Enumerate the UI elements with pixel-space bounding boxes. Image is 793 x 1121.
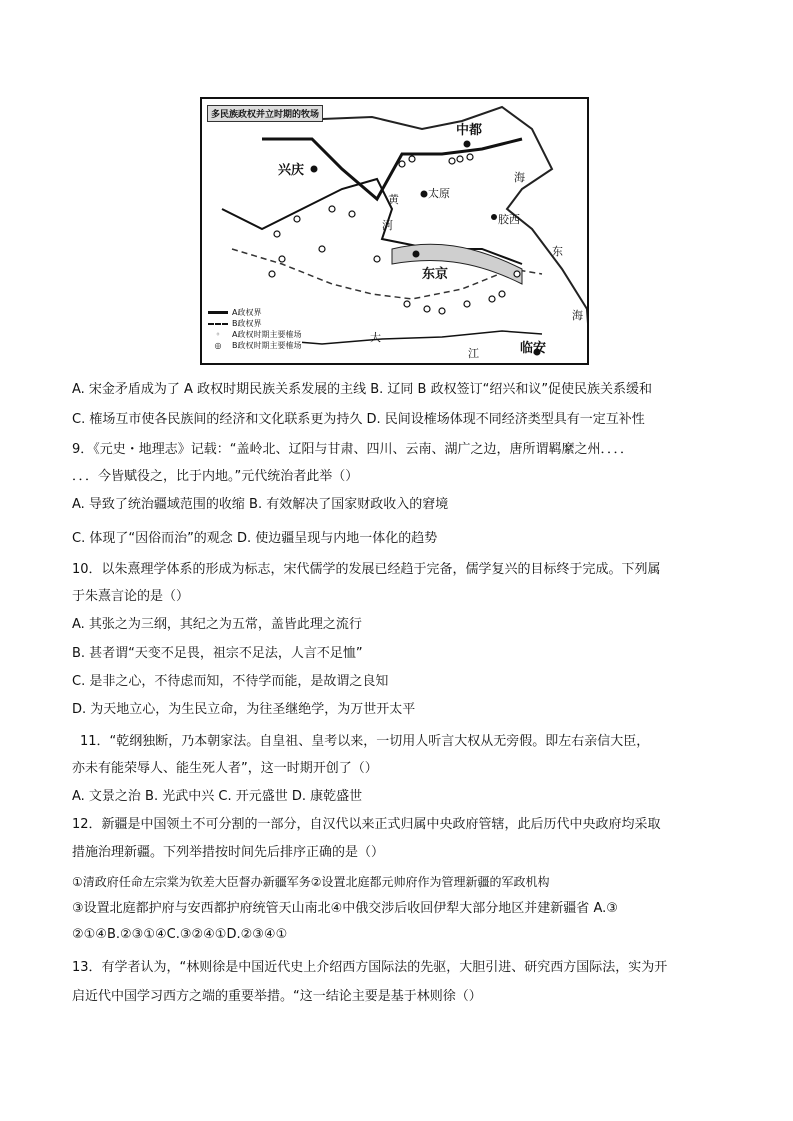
q10-stem-2: 于朱熹言论的是（） [72, 589, 190, 604]
q12-options: ②①④B.②③①④C.③②④①D.②③④① [72, 927, 288, 942]
label-taiyuan: 太原 [428, 187, 450, 200]
legend-b-border-label: B政权界 [232, 319, 262, 328]
label-xingqing: 兴庆 [278, 163, 305, 178]
q12-items-1: ①清政府任命左宗棠为钦差大臣督办新疆军务②设置北庭都元帅府作为管理新疆的军政机构 [72, 875, 550, 889]
label-jiaoxi: 胶西 [498, 213, 520, 226]
q12-stem-2: 措施治理新疆。下列举措按时间先后排序正确的是（） [72, 845, 385, 860]
label-zhongdu: 中都 [456, 123, 483, 138]
coastline [322, 107, 589, 365]
q13-stem-1: 13．有学者认为，“林则徐是中国近代史上介绍西方国际法的先驱，大胆引进、研究西方国际法，实为开 [72, 960, 668, 975]
field-markers [269, 154, 520, 314]
q11-stem-1: 11．“乾纲独断，乃本朝家法。自皇祖、皇考以来，一切用人听言大权从无旁假。即左右亲信大臣， [80, 734, 650, 749]
legend-b-border [208, 318, 302, 329]
q10-option-c: C. 是非之心，不待虑而知，不待学而能，是故谓之良知 [72, 674, 389, 689]
yangtze-line [262, 331, 542, 344]
q10-option-a: A. 其张之为三纲，其纪之为五常，盖皆此理之流行 [72, 617, 362, 632]
label-jiang: 江 [468, 347, 479, 360]
river-band [392, 244, 522, 284]
historical-map-figure [200, 97, 589, 365]
q9-option-ab: A. 导致了统治疆域范围的收缩 B. 有效解决了国家财政收入的窘境 [72, 497, 449, 512]
map-legend [208, 307, 302, 351]
legend-a-field: ◦ A政权时期主要榷场 [215, 330, 302, 339]
q9-stem-2: ．．．今皆赋役之，比于内地。”元代统治者此举（） [72, 469, 359, 484]
q9-option-cd: C. 体现了“因俗而治”的观念 D. 使边疆呈现与内地一体化的趋势 [72, 531, 438, 546]
legend-a-border [208, 307, 302, 318]
map-title: 多民族政权并立时期的牧场 [207, 105, 323, 122]
q10-stem-1: 10．以朱熹理学体系的形成为标志，宋代儒学的发展已经趋于完备，儒学复兴的目标终于完成。下列属 [72, 562, 661, 577]
q12-items-2: ③设置北庭都护府与安西都护府统管天山南北④中俄交涉后收回伊犁大部分地区并建新疆省 A.③ [72, 901, 618, 916]
q8-option-cd: C. 榷场互市使各民族间的经济和文化联系更为持久 D. 民间设榷场体现不同经济类型具有一定互补性 [72, 412, 645, 427]
label-linan: 临安 [520, 341, 547, 356]
label-da: 大 [370, 331, 381, 344]
q8-option-ab: A. 宋金矛盾成为了 A 政权时期民族关系发展的主线 B. 辽同 B 政权签订“绍兴和议”促使民族关系缓和 [72, 382, 653, 397]
legend-b-field: ◎ B政权时期主要榷场 [214, 341, 302, 350]
label-he: 河 [382, 219, 393, 232]
q11-options: A. 文景之治 B. 光武中兴 C. 开元盛世 D. 康乾盛世 [72, 789, 363, 804]
q12-stem-1: 12．新疆是中国领土不可分割的一部分，自汉代以来正式归属中央政府管辖，此后历代中央政府均采取 [72, 817, 661, 832]
label-huang: 黄 [388, 193, 399, 206]
legend-a-field-label: A政权时期主要榷场 [232, 330, 302, 339]
q10-option-b: B. 甚者谓“天变不足畏，祖宗不足法，人言不足恤” [72, 646, 363, 661]
label-dongjing: 东京 [422, 267, 449, 282]
label-hai-2: 海 [572, 309, 583, 322]
label-hai-1: 海 [514, 171, 525, 184]
q10-option-d: D. 为天地立心，为生民立命，为往圣继绝学，为万世开太平 [72, 702, 416, 717]
legend-b-field-label: B政权时期主要榷场 [232, 341, 302, 350]
q11-stem-2: 亦未有能荣辱人、能生死人者”，这一时期开创了（） [72, 761, 378, 776]
b-border-line [232, 249, 542, 299]
q13-stem-2: 启近代中国学习西方之端的重要举措。“这一结论主要是基于林则徐（） [72, 989, 482, 1004]
label-dong: 东 [552, 245, 563, 258]
q9-stem-1: 9．《元史・地理志》记载：“盖岭北、辽阳与甘肃、四川、云南、湖广之边，唐所谓羁縻之州．．．． [72, 442, 634, 457]
legend-a-border-label: A政权界 [232, 308, 262, 317]
